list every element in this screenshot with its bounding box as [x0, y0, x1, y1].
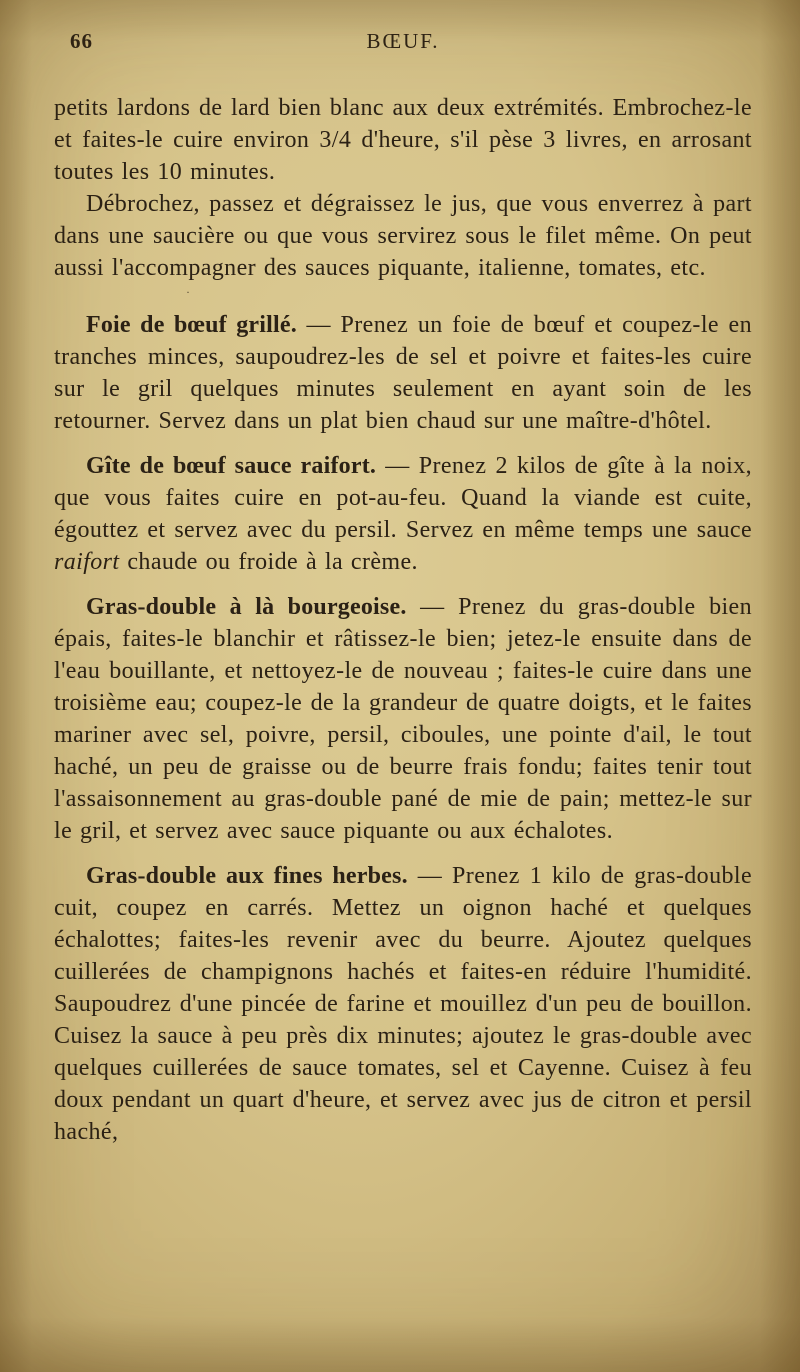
recipe-gras-double-bourgeoise: [54, 591, 752, 847]
printer-mark: ·: [186, 285, 191, 299]
running-head: BŒUF.: [366, 29, 440, 53]
recipe-body-italic: raifort: [54, 549, 120, 575]
recipe-title: Gras-double à là bourgeoise.: [86, 594, 407, 620]
recipe-body: — Prenez 2 kilos de gîte à la noix, que vous faites cuire en pot-au-feu. Quand la viande est cuite, égouttez et servez avec du persil. Servez en même temps une sauce: [54, 453, 752, 543]
recipe-title: Gîte de bœuf sauce raifort.: [86, 453, 377, 479]
recipe-body: — Prenez du gras-double bien épais, faites-le blanchir et râtissez-le bien; jetez-le ensuite dans de l'eau bouillante, et nettoyez-le de nouveau ; faites-le cuire dans une troisième eau; coupez-le de la grandeur de quatre doigts, et le faites mariner avec sel, poivre, persil, ciboules, une pointe d'ail, le tout haché, un peu de graisse ou de beurre frais fondu; faites tenir tout l'assaisonnement au gras-double pané de mie de pain; mettez-le sur le gril, et servez avec sauce piquante ou aux échalotes.: [54, 594, 753, 844]
text-block: [54, 92, 752, 1148]
recipe-gras-double-fines-herbes: [54, 860, 752, 1148]
paragraph-text: Débrochez, passez et dégraissez le jus, que vous enverrez à part dans une saucière ou que vous servirez sous le filet même. On peut aussi l'accompagner des sauces piquante, italienne, tomates, etc.: [54, 191, 752, 281]
recipe-body: chaude ou froide à la crème.: [119, 549, 418, 575]
recipe-title: Gras-double aux fines herbes.: [86, 863, 408, 889]
continuation-paragraph: [54, 92, 752, 188]
paragraph-text: petits lardons de lard bien blanc aux deux extrémités. Embrochez-le et faites-le cuire environ 3/4 d'heure, s'il pèse 3 livres, en arrosant toutes les 10 minutes.: [54, 95, 752, 185]
paragraph-debrochez: [54, 188, 752, 284]
page-number: 66: [70, 29, 93, 53]
page-header: [54, 26, 752, 56]
recipe-gite-de-boeuf-sauce-raifort: [54, 450, 752, 578]
recipe-body: — Prenez 1 kilo de gras-double cuit, coupez en carrés. Mettez un oignon haché et quelques échalottes; faites-les revenir avec du beurre. Ajoutez quelques cuillerées de champignons hachés et faites-en réduire l'humidité. Saupoudrez d'une pincée de farine et mouillez d'un peu de bouillon. Cuisez la sauce à peu près dix minutes; ajoutez le gras-double avec quelques cuillerées de sauce tomates, sel et Cayenne. Cuisez à feu doux pendant un quart d'heure, et servez avec jus de citron et persil haché,: [54, 863, 753, 1145]
recipe-title: Foie de bœuf grillé.: [86, 312, 297, 338]
recipe-body: — Prenez un foie de bœuf et coupez-le en tranches minces, saupoudrez-les de sel et poivre et faites-les cuire sur le gril quelques minutes seulement en ayant soin de les retourner. Servez dans un plat bien chaud sur une maître-d'hôtel.: [54, 312, 752, 434]
recipe-foie-de-boeuf-grille: [54, 309, 752, 437]
